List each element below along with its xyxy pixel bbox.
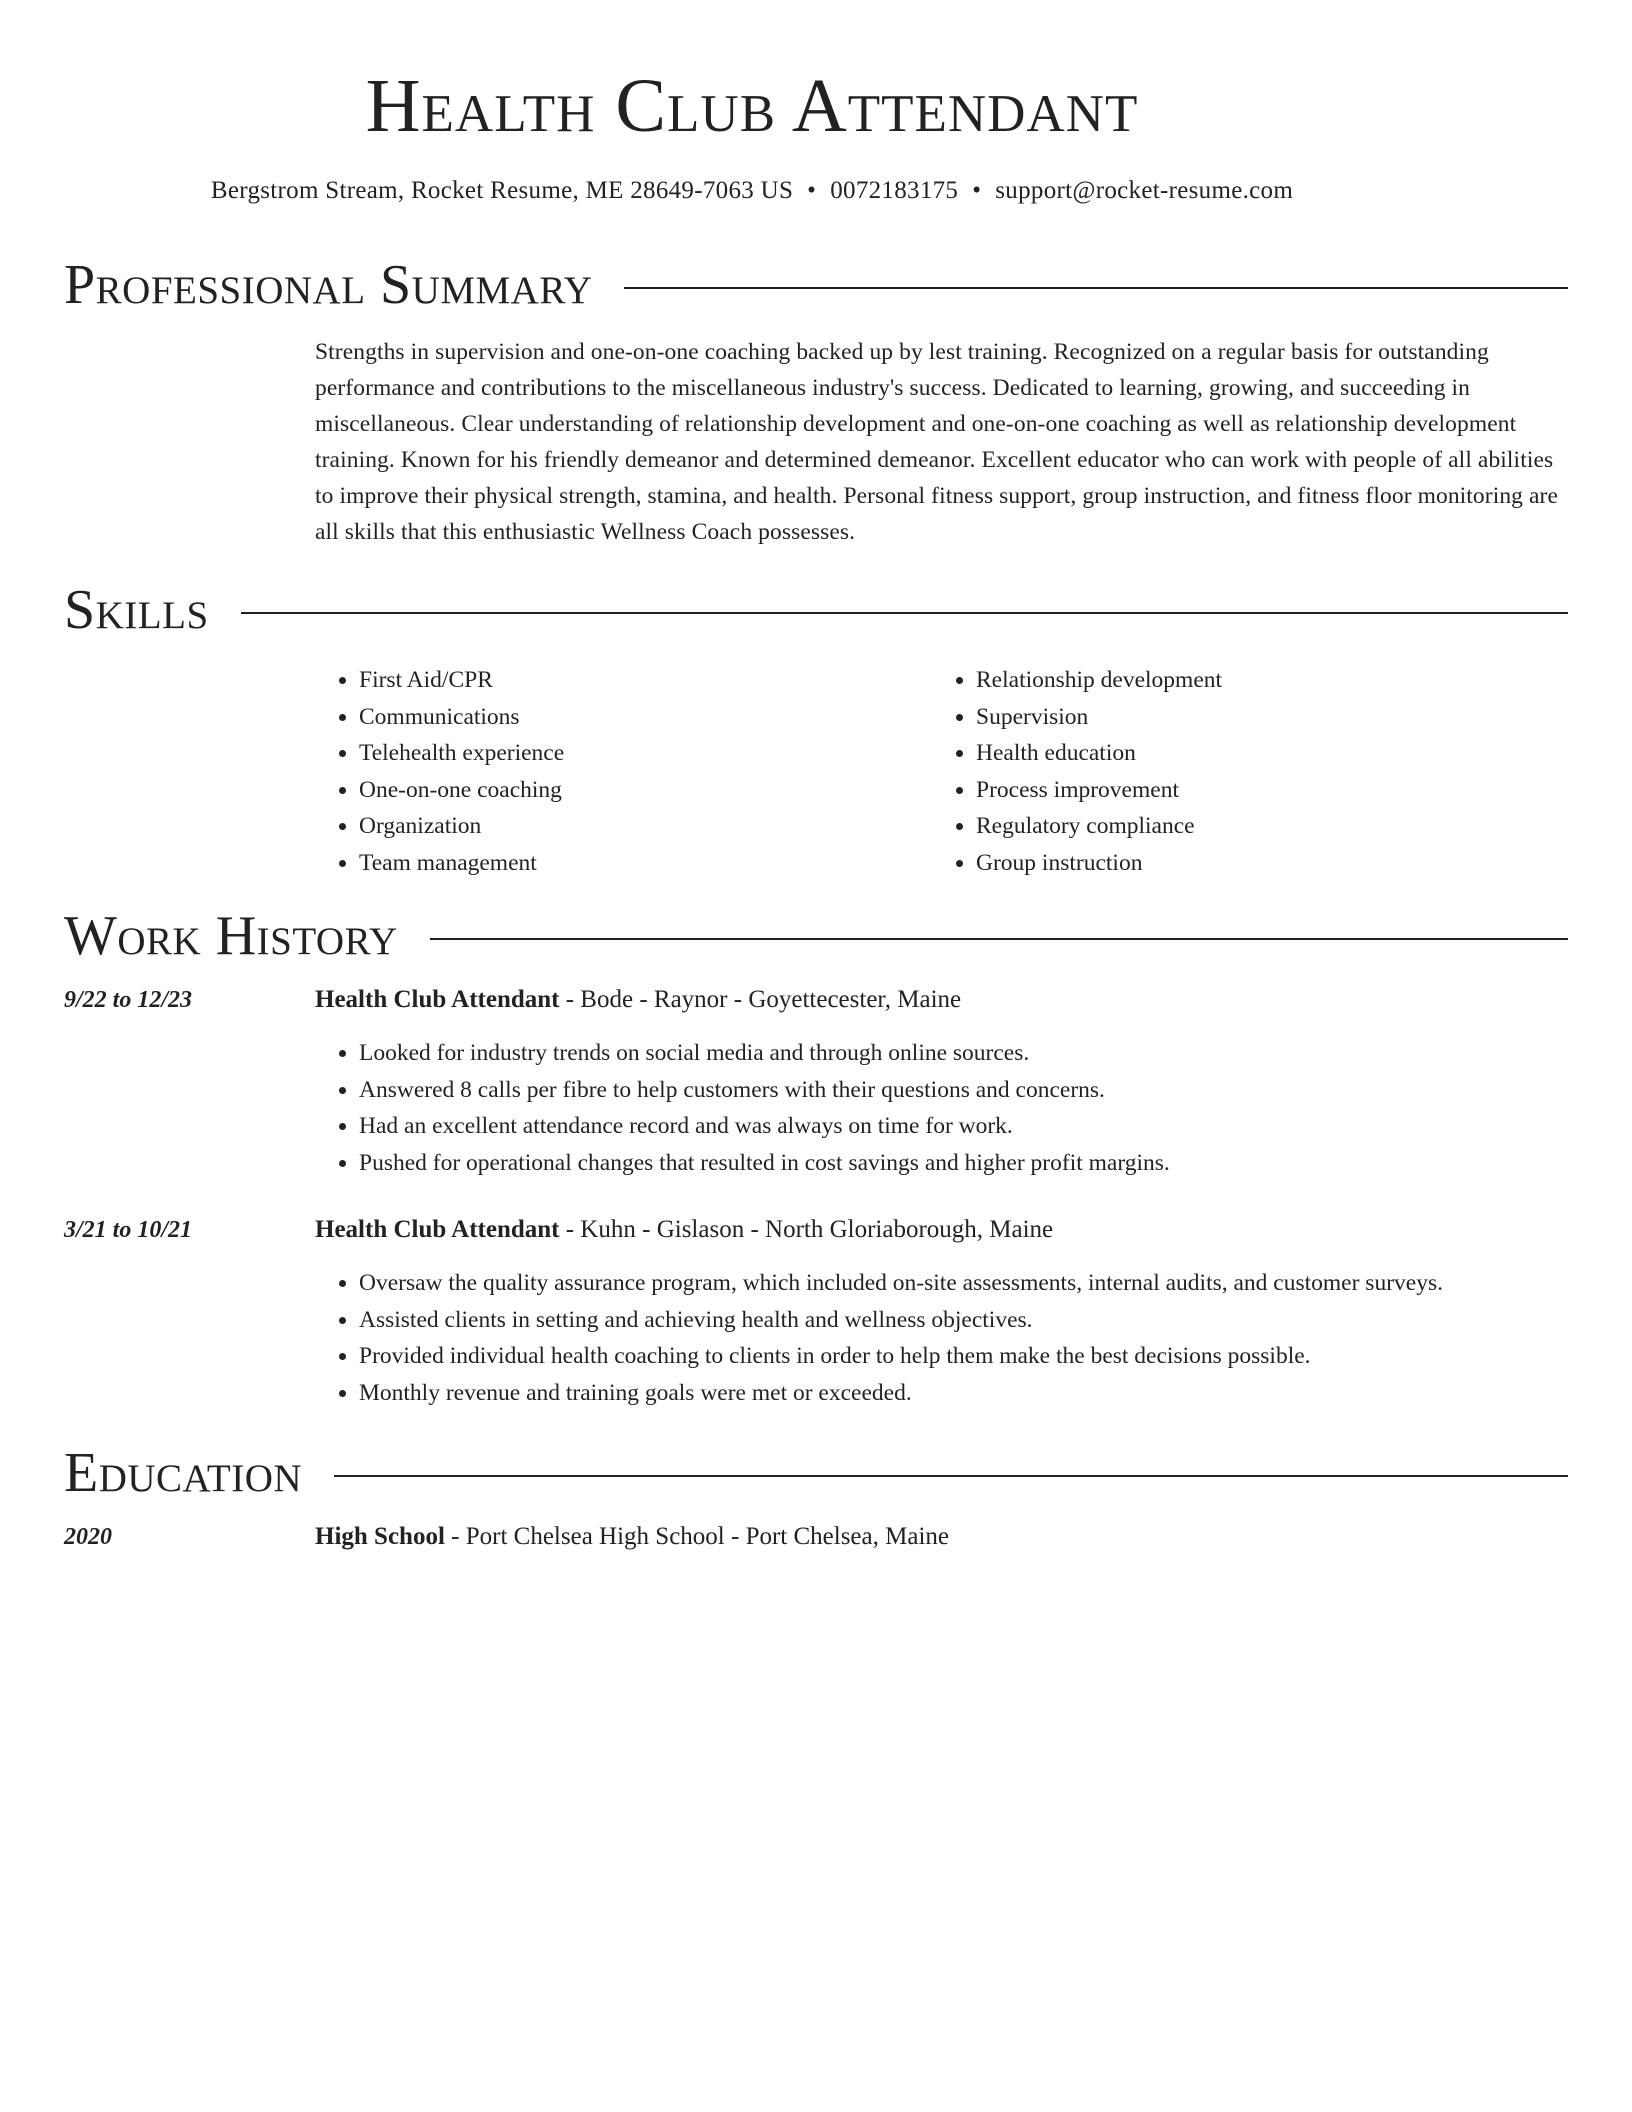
skill-item: • Health education <box>976 735 1549 772</box>
summary-section-title: Professional Summary <box>64 254 593 316</box>
job-dates: 3/21 to 10/21 <box>64 1217 193 1243</box>
education-section-title: Education <box>64 1442 303 1504</box>
skill-item: • Telehealth experience <box>359 735 932 772</box>
contact-line <box>0 174 1568 208</box>
contact-email: support@rocket-resume.com <box>995 177 1294 204</box>
skills-column-right <box>932 662 1549 881</box>
skill-item: • Process improvement <box>976 772 1549 809</box>
skill-item: • Group instruction <box>976 845 1549 882</box>
summary-text: Strengths in supervision and one-on-one coaching backed up by lest training. Recognized on a regular basis for outstanding performance and contributions to the miscellaneous industry's success. Dedicated to learning, growing, and succeeding in miscellaneous. Clear understanding of relationship development and one-on-one coaching as well as relationship development training. Known for his friendly demeanor and determined demeanor. Excellent educator who can work with people of all abilities to improve their physical strength, stamina, and health. Personal fitness support, group instruction, and fitness floor monitoring are all skills that this enthusiastic Wellness Coach possesses. <box>315 339 1558 545</box>
job-bullet: • Assisted clients in setting and achieving health and wellness objectives. <box>359 1302 1568 1339</box>
skill-item: • Organization <box>359 808 932 845</box>
resume-name: Health Club Attendant <box>365 64 1139 148</box>
skill-item: • Team management <box>359 845 932 882</box>
job-details: - Bode - Raynor - Goyettecester, Maine <box>559 986 962 1013</box>
education-heading <box>315 1520 949 1554</box>
job-bullet: • Answered 8 calls per fibre to help customers with their questions and concerns. <box>359 1072 1568 1109</box>
section-divider <box>241 612 1568 614</box>
skills-section-title: Skills <box>64 579 209 641</box>
skills-column-left <box>315 662 932 881</box>
job-bullets <box>315 1035 1568 1181</box>
education-section-header <box>64 1438 1568 1508</box>
skill-item: • First Aid/CPR <box>359 662 932 699</box>
summary-section-header <box>64 250 1568 320</box>
contact-separator: • <box>972 177 982 204</box>
job-bullet: • Looked for industry trends on social media and through online sources. <box>359 1035 1568 1072</box>
skills-list <box>315 662 1568 881</box>
skill-item: • Supervision <box>976 699 1549 736</box>
job-heading <box>315 1213 1053 1247</box>
section-divider <box>430 938 1568 940</box>
job-details: - Kuhn - Gislason - North Gloriaborough, Maine <box>559 1216 1054 1243</box>
job-bullet: • Oversaw the quality assurance program, which included on-site assessments, internal audits, and customer surveys. <box>359 1265 1568 1302</box>
work-section-title: Work History <box>64 905 398 967</box>
skill-item: • Relationship development <box>976 662 1549 699</box>
job-dates: 9/22 to 12/23 <box>64 987 193 1013</box>
education-degree: High School <box>315 1523 445 1550</box>
job-position: Health Club Attendant <box>315 986 560 1013</box>
job-heading <box>315 983 961 1017</box>
contact-address: Bergstrom Stream, Rocket Resume, ME 28649-7063 US <box>210 177 794 204</box>
skill-item: • One-on-one coaching <box>359 772 932 809</box>
skills-section-header <box>64 575 1568 645</box>
education-details: - Port Chelsea High School - Port Chelsea, Maine <box>444 1523 949 1550</box>
job-bullet: • Pushed for operational changes that resulted in cost savings and higher profit margins. <box>359 1145 1568 1182</box>
contact-phone: 0072183175 <box>830 177 959 204</box>
job-bullet: • Monthly revenue and training goals were met or exceeded. <box>359 1375 1568 1412</box>
work-section-header <box>64 901 1568 971</box>
job-bullet: • Provided individual health coaching to clients in order to help them make the best decisions possible. <box>359 1338 1568 1375</box>
job-position: Health Club Attendant <box>315 1216 560 1243</box>
education-year: 2020 <box>64 1524 112 1550</box>
job-bullet: • Had an excellent attendance record and was always on time for work. <box>359 1108 1568 1145</box>
skill-item: • Regulatory compliance <box>976 808 1549 845</box>
job-bullets <box>315 1265 1568 1411</box>
section-divider <box>334 1475 1568 1477</box>
skill-item: • Communications <box>359 699 932 736</box>
section-divider <box>624 287 1568 289</box>
contact-separator: • <box>807 177 817 204</box>
